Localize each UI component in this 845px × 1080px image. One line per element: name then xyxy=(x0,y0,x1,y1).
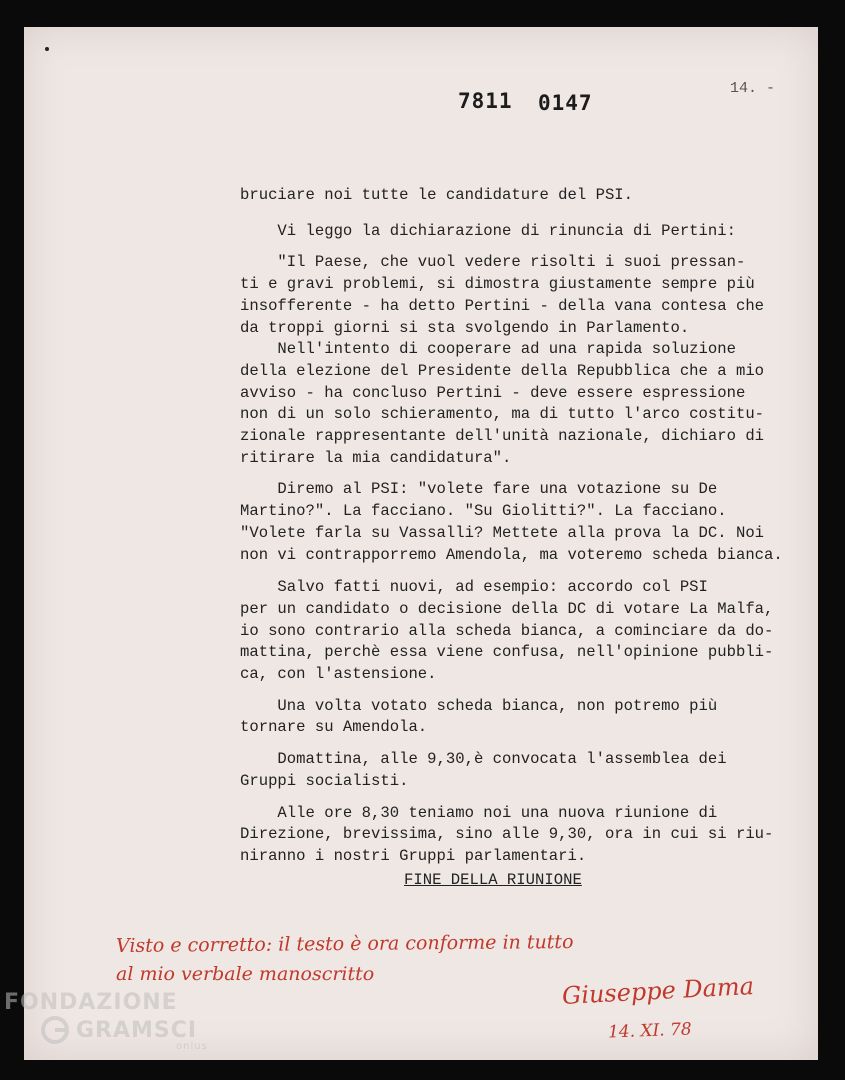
text-line: bruciare noi tutte le candidature del PSI. xyxy=(240,186,634,204)
end-title: FINE DELLA RIUNIONE xyxy=(404,871,582,889)
text-line: Una volta votato scheda bianca, non potremo più xyxy=(240,696,718,715)
text-line: da troppi giorni si sta svolgendo in Parlamento. xyxy=(240,318,690,337)
text-line: ritirare la mia candidatura". xyxy=(240,448,512,467)
paragraph xyxy=(240,252,820,469)
text-line: io sono contrario alla scheda bianca, a cominciare da do- xyxy=(240,621,774,640)
text-line: non vi contrapporremo Amendola, ma voteremo scheda bianca. xyxy=(240,545,783,564)
paragraph xyxy=(240,577,820,686)
watermark-line2: GRAMSCI xyxy=(76,1017,198,1043)
handwritten-date: 14. XI. 78 xyxy=(607,1019,693,1043)
paragraph xyxy=(240,696,820,739)
text-line: Alle ore 8,30 teniamo noi una nuova riunione di xyxy=(240,803,718,822)
text-line: della elezione del Presidente della Repubblica che a mio xyxy=(240,361,765,380)
text-line: Martino?". La facciano. "Su Giolitti?". La facciano. xyxy=(240,502,727,521)
watermark-line1: FONDAZIONE xyxy=(4,990,178,1015)
watermark-line3: onlus xyxy=(176,1041,208,1052)
text-line: Vi leggo la dichiarazione di rinuncia di Pertini: xyxy=(240,221,736,240)
text-line: "Il Paese, che vuol vedere risolti i suoi pressan- xyxy=(240,253,746,272)
handwritten-note-line1: Visto e corretto: il testo è ora conforme in tutto xyxy=(115,931,574,957)
paragraph xyxy=(240,221,820,243)
text-line: niranno i nostri Gruppi parlamentari. xyxy=(240,846,587,865)
text-line: non di un solo schieramento, ma di tutto l'arco costitu- xyxy=(240,405,765,424)
signature: Giuseppe Dama xyxy=(561,971,755,1011)
text-line: avviso - ha concluso Pertini - deve essere espressione xyxy=(240,383,746,402)
text-line: "Volete farla su Vassalli? Mettete alla prova la DC. Noi xyxy=(240,523,765,542)
text-line: Domattina, alle 9,30,è convocata l'assemblea dei xyxy=(240,750,727,769)
page-number: 14. - xyxy=(730,80,776,97)
document-page xyxy=(24,27,818,1060)
paragraph xyxy=(240,185,820,207)
paragraph xyxy=(240,479,820,566)
text-line: insofferente - ha detto Pertini - della vana contesa che xyxy=(240,296,765,315)
document-body xyxy=(240,185,820,878)
handwritten-note-line2: al mio verbale manoscritto xyxy=(116,963,375,985)
text-line: Salvo fatti nuovi, ad esempio: accordo col PSI xyxy=(240,578,708,597)
text-line: zionale rappresentante dell'unità nazionale, dichiaro di xyxy=(240,427,765,446)
text-line: Nell'intento di cooperare ad una rapida soluzione xyxy=(240,340,736,359)
text-line: tornare su Amendola. xyxy=(240,718,428,737)
text-line: ti e gravi problemi, si dimostra giustamente sempre più xyxy=(240,275,755,294)
text-line: mattina, perchè essa viene confusa, nell'opinione pubbli- xyxy=(240,643,774,662)
text-line: Direzione, brevissima, sino alle 9,30, ora in cui si riu- xyxy=(240,825,774,844)
text-line: Diremo al PSI: "volete fare una votazione su De xyxy=(240,480,718,499)
text-line: per un candidato o decisione della DC di votare La Malfa, xyxy=(240,599,774,618)
text-line: ca, con l'astensione. xyxy=(240,665,437,684)
fondazione-gramsci-watermark xyxy=(4,990,208,1052)
gramsci-g-icon xyxy=(40,1015,70,1045)
paragraph xyxy=(240,749,820,792)
archive-stamp-part2: 0147 xyxy=(538,91,593,115)
margin-dot xyxy=(45,47,49,51)
text-line: Gruppi socialisti. xyxy=(240,771,409,790)
archive-stamp-part1: 7811 xyxy=(458,89,513,113)
paragraph xyxy=(240,803,820,868)
